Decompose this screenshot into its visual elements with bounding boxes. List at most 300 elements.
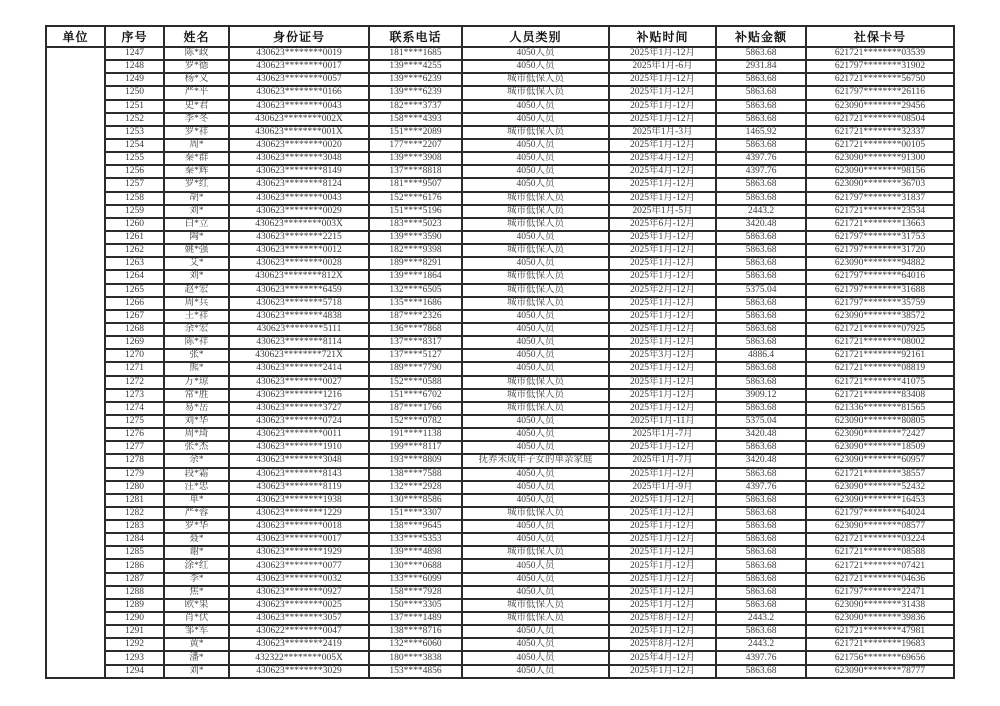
cell-serial: 1271 bbox=[105, 362, 164, 375]
cell-id-number: 430623********3057 bbox=[229, 612, 369, 625]
cell-phone: 187****2326 bbox=[369, 310, 462, 323]
cell-name: 肖*伏 bbox=[164, 612, 229, 625]
cell-period: 2025年1月-12月 bbox=[609, 244, 716, 257]
cell-phone: 137****1489 bbox=[369, 612, 462, 625]
cell-card-number: 623090********52432 bbox=[806, 481, 954, 494]
cell-id-number: 430623********0077 bbox=[229, 559, 369, 572]
cell-card-number: 621721********92161 bbox=[806, 349, 954, 362]
cell-id-number: 430623********002X bbox=[229, 113, 369, 126]
table-row bbox=[46, 454, 954, 467]
cell-phone: 181****9507 bbox=[369, 178, 462, 191]
cell-name: 刘* bbox=[164, 270, 229, 283]
cell-id-number: 430623********8143 bbox=[229, 468, 369, 481]
cell-id-number: 430623********0012 bbox=[229, 244, 369, 257]
cell-name: 姚*强 bbox=[164, 244, 229, 257]
cell-period: 2025年1月-12月 bbox=[609, 494, 716, 507]
cell-serial: 1260 bbox=[105, 218, 164, 231]
cell-category: 4050人员 bbox=[462, 139, 609, 152]
table-row bbox=[46, 428, 954, 441]
cell-category: 城市低保人员 bbox=[462, 402, 609, 415]
cell-category: 城市低保人员 bbox=[462, 599, 609, 612]
cell-amount: 5863.68 bbox=[716, 310, 806, 323]
cell-phone: 180****3838 bbox=[369, 651, 462, 664]
cell-serial: 1276 bbox=[105, 428, 164, 441]
cell-phone: 189****8291 bbox=[369, 257, 462, 270]
cell-period: 2025年1月-12月 bbox=[609, 270, 716, 283]
cell-card-number: 621721********00105 bbox=[806, 139, 954, 152]
table-row bbox=[46, 625, 954, 638]
cell-period: 2025年4月-12月 bbox=[609, 152, 716, 165]
cell-serial: 1268 bbox=[105, 323, 164, 336]
cell-period: 2025年1月-12月 bbox=[609, 559, 716, 572]
cell-card-number: 621797********64016 bbox=[806, 270, 954, 283]
cell-card-number: 623090********94882 bbox=[806, 257, 954, 270]
cell-amount: 3420.48 bbox=[716, 218, 806, 231]
cell-amount: 5863.68 bbox=[716, 441, 806, 454]
cell-name: 李*冬 bbox=[164, 113, 229, 126]
table-header bbox=[46, 26, 954, 47]
cell-period: 2025年4月-12月 bbox=[609, 651, 716, 664]
cell-period: 2025年1月-12月 bbox=[609, 625, 716, 638]
cell-serial: 1277 bbox=[105, 441, 164, 454]
cell-amount: 5863.68 bbox=[716, 86, 806, 99]
table-row bbox=[46, 533, 954, 546]
cell-id-number: 430623********3048 bbox=[229, 454, 369, 467]
cell-category: 4050人员 bbox=[462, 100, 609, 113]
cell-period: 2025年1月-12月 bbox=[609, 586, 716, 599]
cell-card-number: 621721********08588 bbox=[806, 546, 954, 559]
cell-phone: 135****1686 bbox=[369, 297, 462, 310]
cell-serial: 1290 bbox=[105, 612, 164, 625]
cell-amount: 2931.84 bbox=[716, 60, 806, 73]
cell-name: 余*宏 bbox=[164, 323, 229, 336]
cell-period: 2025年1月-12月 bbox=[609, 100, 716, 113]
cell-id-number: 430623********0028 bbox=[229, 257, 369, 270]
cell-serial: 1284 bbox=[105, 533, 164, 546]
table-row bbox=[46, 665, 954, 678]
cell-phone: 187****1766 bbox=[369, 402, 462, 415]
cell-card-number: 621721********38557 bbox=[806, 468, 954, 481]
cell-id-number: 430623********3048 bbox=[229, 152, 369, 165]
cell-phone: 137****8317 bbox=[369, 336, 462, 349]
cell-amount: 5863.68 bbox=[716, 599, 806, 612]
cell-card-number: 623090********08577 bbox=[806, 520, 954, 533]
table-row bbox=[46, 573, 954, 586]
cell-serial: 1287 bbox=[105, 573, 164, 586]
cell-name: 段*霜 bbox=[164, 468, 229, 481]
cell-name: 焦* bbox=[164, 586, 229, 599]
unit-cell bbox=[46, 47, 105, 678]
table-row bbox=[46, 257, 954, 270]
cell-amount: 5375.04 bbox=[716, 415, 806, 428]
table-row bbox=[46, 323, 954, 336]
table-row bbox=[46, 638, 954, 651]
cell-id-number: 430623********0025 bbox=[229, 599, 369, 612]
cell-card-number: 621721********07421 bbox=[806, 559, 954, 572]
cell-card-number: 621721********13663 bbox=[806, 218, 954, 231]
cell-name: 汪*忠 bbox=[164, 481, 229, 494]
cell-serial: 1252 bbox=[105, 113, 164, 126]
cell-phone: 152****0588 bbox=[369, 376, 462, 389]
cell-period: 2025年6月-12月 bbox=[609, 218, 716, 231]
cell-serial: 1285 bbox=[105, 546, 164, 559]
cell-id-number: 430623********0032 bbox=[229, 573, 369, 586]
col-header-phone: 联系电话 bbox=[369, 26, 462, 47]
cell-name: 张* bbox=[164, 349, 229, 362]
cell-name: 常*胜 bbox=[164, 389, 229, 402]
cell-phone: 182****9398 bbox=[369, 244, 462, 257]
table-row bbox=[46, 178, 954, 191]
cell-category: 城市低保人员 bbox=[462, 86, 609, 99]
cell-id-number: 430623********0166 bbox=[229, 86, 369, 99]
cell-serial: 1264 bbox=[105, 270, 164, 283]
cell-id-number: 430623********0057 bbox=[229, 73, 369, 86]
table-row bbox=[46, 310, 954, 323]
cell-card-number: 621721********19683 bbox=[806, 638, 954, 651]
cell-id-number: 430623********8114 bbox=[229, 336, 369, 349]
cell-name: 罗*华 bbox=[164, 520, 229, 533]
cell-serial: 1262 bbox=[105, 244, 164, 257]
cell-name: 聂* bbox=[164, 533, 229, 546]
cell-category: 4050人员 bbox=[462, 362, 609, 375]
cell-amount: 5863.68 bbox=[716, 573, 806, 586]
cell-id-number: 430623********6459 bbox=[229, 284, 369, 297]
cell-id-number: 430623********5111 bbox=[229, 323, 369, 336]
table-row bbox=[46, 599, 954, 612]
cell-serial: 1256 bbox=[105, 165, 164, 178]
cell-category: 4050人员 bbox=[462, 310, 609, 323]
cell-category: 4050人员 bbox=[462, 651, 609, 664]
cell-serial: 1273 bbox=[105, 389, 164, 402]
cell-category: 4050人员 bbox=[462, 559, 609, 572]
cell-name: 潘* bbox=[164, 651, 229, 664]
cell-card-number: 621721********03539 bbox=[806, 47, 954, 60]
cell-amount: 5863.68 bbox=[716, 270, 806, 283]
cell-period: 2025年2月-12月 bbox=[609, 284, 716, 297]
cell-id-number: 430623********2215 bbox=[229, 231, 369, 244]
cell-id-number: 430623********1229 bbox=[229, 507, 369, 520]
cell-period: 2025年1月-12月 bbox=[609, 376, 716, 389]
cell-period: 2025年1月-12月 bbox=[609, 533, 716, 546]
table-row bbox=[46, 231, 954, 244]
cell-amount: 5863.68 bbox=[716, 73, 806, 86]
table-row bbox=[46, 218, 954, 231]
cell-name: 严*平 bbox=[164, 86, 229, 99]
col-header-name: 姓名 bbox=[164, 26, 229, 47]
cell-id-number: 430623********721X bbox=[229, 349, 369, 362]
cell-card-number: 621721********56750 bbox=[806, 73, 954, 86]
cell-name: 余* bbox=[164, 454, 229, 467]
cell-card-number: 621721********23534 bbox=[806, 205, 954, 218]
cell-category: 城市低保人员 bbox=[462, 612, 609, 625]
cell-period: 2025年1月-12月 bbox=[609, 402, 716, 415]
cell-card-number: 623090********91300 bbox=[806, 152, 954, 165]
cell-id-number: 432322********005X bbox=[229, 651, 369, 664]
table-row bbox=[46, 165, 954, 178]
table-row bbox=[46, 60, 954, 73]
cell-name: 王*祥 bbox=[164, 310, 229, 323]
cell-phone: 139****3908 bbox=[369, 152, 462, 165]
cell-period: 2025年1月-5月 bbox=[609, 205, 716, 218]
cell-amount: 5863.68 bbox=[716, 625, 806, 638]
cell-serial: 1272 bbox=[105, 376, 164, 389]
cell-amount: 4397.76 bbox=[716, 481, 806, 494]
cell-amount: 5863.68 bbox=[716, 323, 806, 336]
cell-period: 2025年1月-7月 bbox=[609, 428, 716, 441]
cell-name: 周*琦 bbox=[164, 428, 229, 441]
cell-name: 罗*德 bbox=[164, 60, 229, 73]
cell-period: 2025年1月-12月 bbox=[609, 573, 716, 586]
cell-category: 抚养未成年子女的单亲家庭 bbox=[462, 454, 609, 467]
cell-name: 周* bbox=[164, 139, 229, 152]
cell-phone: 177****2207 bbox=[369, 139, 462, 152]
cell-phone: 139****6239 bbox=[369, 73, 462, 86]
cell-serial: 1267 bbox=[105, 310, 164, 323]
cell-category: 4050人员 bbox=[462, 638, 609, 651]
cell-amount: 5863.68 bbox=[716, 376, 806, 389]
cell-card-number: 623090********80805 bbox=[806, 415, 954, 428]
cell-category: 4050人员 bbox=[462, 468, 609, 481]
table-row bbox=[46, 126, 954, 139]
cell-phone: 199****8117 bbox=[369, 441, 462, 454]
cell-amount: 5863.68 bbox=[716, 586, 806, 599]
cell-category: 4050人员 bbox=[462, 47, 609, 60]
cell-card-number: 621721********83408 bbox=[806, 389, 954, 402]
cell-name: 赵*宏 bbox=[164, 284, 229, 297]
cell-id-number: 430623********812X bbox=[229, 270, 369, 283]
cell-amount: 5863.68 bbox=[716, 113, 806, 126]
cell-id-number: 430623********003X bbox=[229, 218, 369, 231]
cell-name: 欧*果 bbox=[164, 599, 229, 612]
cell-amount: 2443.2 bbox=[716, 612, 806, 625]
cell-amount: 5863.68 bbox=[716, 47, 806, 60]
cell-amount: 1465.92 bbox=[716, 126, 806, 139]
cell-card-number: 623090********16453 bbox=[806, 494, 954, 507]
cell-card-number: 623090********18509 bbox=[806, 441, 954, 454]
cell-period: 2025年1月-12月 bbox=[609, 47, 716, 60]
cell-category: 城市低保人员 bbox=[462, 244, 609, 257]
cell-phone: 133****6099 bbox=[369, 573, 462, 586]
cell-period: 2025年1月-12月 bbox=[609, 86, 716, 99]
cell-phone: 158****7928 bbox=[369, 586, 462, 599]
cell-phone: 139****3590 bbox=[369, 231, 462, 244]
cell-category: 4050人员 bbox=[462, 336, 609, 349]
cell-serial: 1286 bbox=[105, 559, 164, 572]
cell-amount: 5863.68 bbox=[716, 362, 806, 375]
cell-period: 2025年1月-12月 bbox=[609, 389, 716, 402]
cell-phone: 183****5023 bbox=[369, 218, 462, 231]
cell-name: 罗*祥 bbox=[164, 126, 229, 139]
cell-phone: 132****6060 bbox=[369, 638, 462, 651]
cell-period: 2025年1月-6月 bbox=[609, 60, 716, 73]
cell-id-number: 430623********2419 bbox=[229, 638, 369, 651]
cell-phone: 158****4393 bbox=[369, 113, 462, 126]
cell-name: 涂*红 bbox=[164, 559, 229, 572]
cell-serial: 1289 bbox=[105, 599, 164, 612]
cell-card-number: 623090********78777 bbox=[806, 665, 954, 678]
cell-amount: 5863.68 bbox=[716, 192, 806, 205]
cell-category: 4050人员 bbox=[462, 428, 609, 441]
cell-name: 严*蓉 bbox=[164, 507, 229, 520]
cell-amount: 5863.68 bbox=[716, 244, 806, 257]
cell-id-number: 430623********4838 bbox=[229, 310, 369, 323]
cell-amount: 5863.68 bbox=[716, 257, 806, 270]
cell-amount: 4397.76 bbox=[716, 152, 806, 165]
col-header-id-number: 身份证号 bbox=[229, 26, 369, 47]
cell-card-number: 623090********60957 bbox=[806, 454, 954, 467]
cell-category: 4050人员 bbox=[462, 586, 609, 599]
cell-amount: 2443.2 bbox=[716, 638, 806, 651]
cell-name: 罗*红 bbox=[164, 178, 229, 191]
cell-category: 4050人员 bbox=[462, 178, 609, 191]
cell-period: 2025年1月-12月 bbox=[609, 665, 716, 678]
cell-serial: 1249 bbox=[105, 73, 164, 86]
cell-serial: 1279 bbox=[105, 468, 164, 481]
cell-phone: 151****6702 bbox=[369, 389, 462, 402]
cell-serial: 1247 bbox=[105, 47, 164, 60]
cell-id-number: 430623********1938 bbox=[229, 494, 369, 507]
cell-name: 刘* bbox=[164, 665, 229, 678]
cell-category: 城市低保人员 bbox=[462, 297, 609, 310]
cell-amount: 5863.68 bbox=[716, 139, 806, 152]
cell-card-number: 623090********36703 bbox=[806, 178, 954, 191]
cell-card-number: 621797********35759 bbox=[806, 297, 954, 310]
cell-amount: 5863.68 bbox=[716, 402, 806, 415]
cell-period: 2025年1月-12月 bbox=[609, 323, 716, 336]
cell-amount: 5863.68 bbox=[716, 520, 806, 533]
cell-card-number: 621721********08002 bbox=[806, 336, 954, 349]
cell-name: 单* bbox=[164, 494, 229, 507]
cell-serial: 1292 bbox=[105, 638, 164, 651]
cell-id-number: 430623********0724 bbox=[229, 415, 369, 428]
cell-period: 2025年1月-12月 bbox=[609, 468, 716, 481]
cell-period: 2025年1月-12月 bbox=[609, 362, 716, 375]
cell-phone: 139****4898 bbox=[369, 546, 462, 559]
cell-id-number: 430623********0043 bbox=[229, 100, 369, 113]
cell-card-number: 621721********03224 bbox=[806, 533, 954, 546]
cell-category: 4050人员 bbox=[462, 415, 609, 428]
cell-phone: 152****0782 bbox=[369, 415, 462, 428]
cell-amount: 5863.68 bbox=[716, 468, 806, 481]
cell-period: 2025年1月-12月 bbox=[609, 441, 716, 454]
cell-name: 熊* bbox=[164, 362, 229, 375]
cell-period: 2025年8月-12月 bbox=[609, 612, 716, 625]
cell-serial: 1261 bbox=[105, 231, 164, 244]
cell-card-number: 621797********31688 bbox=[806, 284, 954, 297]
cell-card-number: 621721********08819 bbox=[806, 362, 954, 375]
cell-card-number: 621797********31720 bbox=[806, 244, 954, 257]
cell-amount: 5863.68 bbox=[716, 546, 806, 559]
cell-phone: 189****7790 bbox=[369, 362, 462, 375]
cell-category: 4050人员 bbox=[462, 323, 609, 336]
table-row bbox=[46, 402, 954, 415]
table-row bbox=[46, 546, 954, 559]
cell-category: 4050人员 bbox=[462, 481, 609, 494]
cell-card-number: 623090********98156 bbox=[806, 165, 954, 178]
cell-phone: 138****9645 bbox=[369, 520, 462, 533]
cell-phone: 139****6239 bbox=[369, 86, 462, 99]
cell-id-number: 430623********2414 bbox=[229, 362, 369, 375]
cell-amount: 5863.68 bbox=[716, 100, 806, 113]
cell-category: 城市低保人员 bbox=[462, 546, 609, 559]
cell-period: 2025年1月-12月 bbox=[609, 113, 716, 126]
cell-name: 陈*政 bbox=[164, 47, 229, 60]
cell-id-number: 430623********0029 bbox=[229, 205, 369, 218]
cell-serial: 1288 bbox=[105, 586, 164, 599]
cell-amount: 5863.68 bbox=[716, 559, 806, 572]
cell-category: 城市低保人员 bbox=[462, 218, 609, 231]
cell-category: 4050人员 bbox=[462, 665, 609, 678]
cell-period: 2025年3月-12月 bbox=[609, 349, 716, 362]
cell-period: 2025年1月-12月 bbox=[609, 178, 716, 191]
cell-phone: 138****8716 bbox=[369, 625, 462, 638]
cell-card-number: 621721********04636 bbox=[806, 573, 954, 586]
cell-card-number: 621797********31753 bbox=[806, 231, 954, 244]
cell-phone: 133****5353 bbox=[369, 533, 462, 546]
cell-id-number: 430623********0019 bbox=[229, 47, 369, 60]
table-row bbox=[46, 349, 954, 362]
cell-name: 白*立 bbox=[164, 218, 229, 231]
cell-phone: 152****6176 bbox=[369, 192, 462, 205]
cell-period: 2025年1月-12月 bbox=[609, 192, 716, 205]
cell-phone: 153****4856 bbox=[369, 665, 462, 678]
table-row bbox=[46, 362, 954, 375]
cell-category: 4050人员 bbox=[462, 165, 609, 178]
cell-period: 2025年1月-12月 bbox=[609, 310, 716, 323]
cell-phone: 181****1685 bbox=[369, 47, 462, 60]
cell-amount: 5863.68 bbox=[716, 507, 806, 520]
cell-period: 2025年1月-12月 bbox=[609, 139, 716, 152]
cell-period: 2025年1月-12月 bbox=[609, 520, 716, 533]
cell-card-number: 623090********31438 bbox=[806, 599, 954, 612]
cell-id-number: 430623********8119 bbox=[229, 481, 369, 494]
cell-card-number: 621721********32337 bbox=[806, 126, 954, 139]
cell-card-number: 621797********64024 bbox=[806, 507, 954, 520]
cell-name: 周*兵 bbox=[164, 297, 229, 310]
cell-serial: 1257 bbox=[105, 178, 164, 191]
cell-category: 4050人员 bbox=[462, 349, 609, 362]
cell-phone: 151****5196 bbox=[369, 205, 462, 218]
table-body bbox=[46, 47, 954, 678]
cell-phone: 191****1138 bbox=[369, 428, 462, 441]
cell-category: 城市低保人员 bbox=[462, 205, 609, 218]
cell-card-number: 621721********47981 bbox=[806, 625, 954, 638]
cell-category: 4050人员 bbox=[462, 625, 609, 638]
cell-name: 史*君 bbox=[164, 100, 229, 113]
cell-category: 4050人员 bbox=[462, 231, 609, 244]
col-header-subsidy-period: 补贴时间 bbox=[609, 26, 716, 47]
table-row bbox=[46, 244, 954, 257]
cell-category: 4050人员 bbox=[462, 533, 609, 546]
table-row bbox=[46, 612, 954, 625]
cell-category: 4050人员 bbox=[462, 60, 609, 73]
cell-category: 城市低保人员 bbox=[462, 73, 609, 86]
cell-amount: 4397.76 bbox=[716, 651, 806, 664]
cell-serial: 1270 bbox=[105, 349, 164, 362]
cell-name: 黄* bbox=[164, 638, 229, 651]
cell-category: 城市低保人员 bbox=[462, 389, 609, 402]
cell-name: 艾* bbox=[164, 257, 229, 270]
col-header-unit: 单位 bbox=[46, 26, 105, 47]
cell-phone: 138****7588 bbox=[369, 468, 462, 481]
cell-phone: 139****1864 bbox=[369, 270, 462, 283]
col-header-category: 人员类别 bbox=[462, 26, 609, 47]
cell-serial: 1253 bbox=[105, 126, 164, 139]
cell-amount: 5863.68 bbox=[716, 533, 806, 546]
cell-name: 陈*祥 bbox=[164, 336, 229, 349]
cell-amount: 5863.68 bbox=[716, 297, 806, 310]
table-row bbox=[46, 100, 954, 113]
